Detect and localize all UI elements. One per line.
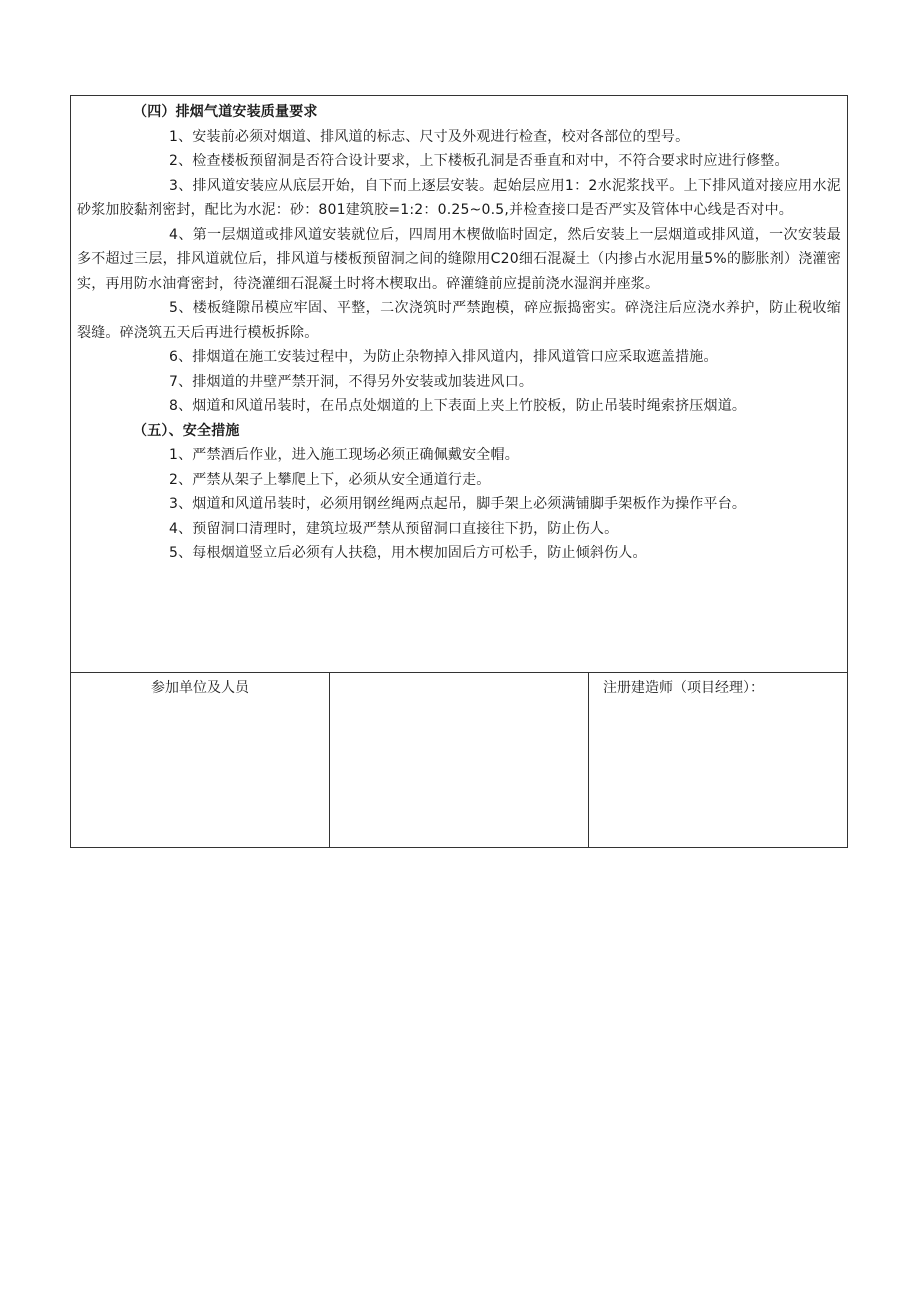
section-5-item: 4、预留洞口清理时，建筑垃圾严禁从预留洞口直接往下扔，防止伤人。 (169, 520, 619, 537)
disclosure-table (70, 95, 848, 848)
section-5-item: 5、每根烟道竖立后必须有人扶稳，用木楔加固后方可松手，防止倾斜伤人。 (169, 545, 647, 561)
section-5-item: 1、严禁酒后作业，进入施工现场必须正确佩戴安全帽。 (169, 447, 519, 463)
section-4-item: 5、楼板缝隙吊模应牢固、平整，二次浇筑时严禁跑模，碎应振捣密实。碎浇注后应浇水养护，防止税收缩裂缝。碎浇筑五天后再进行模板拆除。 (77, 300, 841, 341)
section-4-item: 4、第一层烟道或排风道安装就位后，四周用木楔做临时固定，然后安装上一层烟道或排风道，一次安装最多不超过三层，排风道就位后，排风道与楼板预留洞之间的缝隙用C20细石混凝土（内掺占水泥用量5%的膨胀剂）浇灌密实，再用防水油膏密封，待浇灌细石混凝土时将木楔取出。碎灌缝前应提前浇水湿润并座浆。 (77, 226, 841, 292)
section-4-item: 1、安装前必须对烟道、排风道的标志、尺寸及外观进行检查，校对各部位的型号。 (169, 128, 690, 145)
section-5-heading: （五）、安全措施 (133, 422, 240, 439)
section-4-heading: （四）排烟气道安装质量要求 (133, 104, 318, 120)
section-5-item: 2、严禁从架子上攀爬上下，必须从安全通道行走。 (169, 471, 491, 488)
content-row (71, 96, 848, 673)
participants-label: 参加单位及人员 (71, 673, 330, 848)
section-4-item: 3、排风道安装应从底层开始，自下而上逐层安装。起始层应用1：2水泥浆找平。上下排风道对接应用水泥砂浆加胶黏剂密封，配比为水泥：砂：801建筑胶=1:2：0.25~0.5,并检查接口是否严实及管体中心线是否对中。 (77, 177, 841, 218)
participants-field[interactable] (330, 673, 589, 848)
project-manager-field[interactable] (589, 673, 848, 848)
section-4-item: 7、排烟道的井壁严禁开洞，不得另外安装或加装进风口。 (169, 373, 534, 390)
signature-row (71, 673, 848, 848)
content-body (71, 96, 847, 566)
section-4-item: 2、检查楼板预留洞是否符合设计要求，上下楼板孔洞是否垂直和对中，不符合要求时应进行修整。 (169, 153, 789, 169)
section-4-item: 8、烟道和风道吊装时，在吊点处烟道的上下表面上夹上竹胶板，防止吊装时绳索挤压烟道。 (169, 398, 747, 414)
project-manager-label: 注册建造师（项目经理）： (603, 680, 764, 696)
section-4-item: 6、排烟道在施工安装过程中，为防止杂物掉入排风道内，排风道管口应采取遮盖措施。 (169, 349, 718, 365)
section-5-item: 3、烟道和风道吊装时，必须用钢丝绳两点起吊，脚手架上必须满铺脚手架板作为操作平台。 (169, 496, 747, 512)
content-cell (71, 96, 848, 673)
